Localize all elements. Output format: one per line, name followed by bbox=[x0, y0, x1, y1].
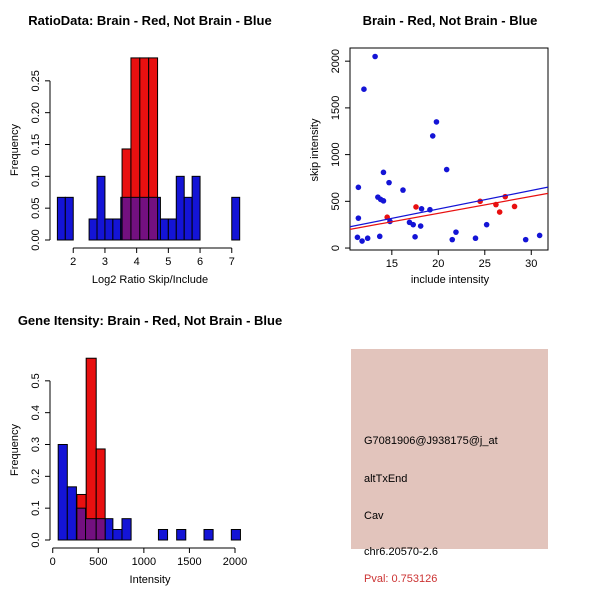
bars-overlap bbox=[122, 197, 158, 240]
scatter-xlabel: include intensity bbox=[410, 274, 490, 286]
x-tick-label: 15 bbox=[385, 258, 398, 270]
y-tick-label: 0.25 bbox=[30, 70, 42, 92]
y-tick-label: 0.1 bbox=[30, 500, 42, 516]
locus-text: chr6.20570-2.6 bbox=[364, 546, 438, 558]
y-tick-label: 0.15 bbox=[30, 133, 42, 156]
y-tick-label: 0.05 bbox=[30, 197, 42, 219]
pval-text: Pval: 0.753126 bbox=[364, 573, 438, 585]
y-tick-label: 0 bbox=[330, 244, 342, 252]
y-tick-label: 0.5 bbox=[30, 373, 42, 389]
x-tick-label: 1000 bbox=[131, 556, 157, 568]
scatter-ylabel: skip intensity bbox=[309, 118, 321, 182]
ratio-histogram-plot bbox=[0, 0, 300, 300]
y-tick-label: 1000 bbox=[330, 142, 342, 167]
gene-info-box bbox=[351, 349, 548, 585]
event-type-text: altTxEnd bbox=[364, 473, 408, 485]
ratio-histogram-title: RatioData: Brain - Red, Not Brain - Blue bbox=[28, 13, 272, 28]
ratio-histogram-ylabel: Frequency bbox=[9, 124, 21, 176]
x-axis bbox=[70, 248, 235, 268]
x-tick-label: 2 bbox=[70, 256, 77, 268]
x-axis bbox=[386, 250, 538, 270]
y-axis bbox=[30, 70, 50, 251]
gene-histogram-ylabel: Frequency bbox=[9, 424, 21, 476]
panel-intensity-scatter bbox=[300, 0, 600, 300]
y-tick-label: 1500 bbox=[330, 95, 342, 121]
plot-box bbox=[350, 48, 548, 250]
y-tick-label: 0.10 bbox=[30, 165, 42, 188]
panel-gene-intensity-histogram bbox=[0, 300, 300, 600]
x-tick-label: 500 bbox=[89, 556, 108, 568]
y-tick-label: 0.2 bbox=[30, 468, 42, 484]
x-tick-label: 1500 bbox=[177, 556, 202, 568]
x-tick-label: 30 bbox=[525, 258, 538, 270]
y-tick-label: 0.3 bbox=[30, 436, 42, 453]
probe-id-text: G7081906@J938175@j_at bbox=[364, 435, 498, 447]
y-tick-label: 2000 bbox=[330, 48, 342, 74]
gene-symbol-text: Cav bbox=[364, 510, 384, 522]
ratio-histogram-xlabel: Log2 Ratio Skip/Include bbox=[91, 274, 209, 286]
x-tick-label: 7 bbox=[228, 256, 235, 268]
points-not-brain bbox=[355, 54, 543, 244]
panel-info-box bbox=[300, 300, 600, 600]
x-tick-label: 4 bbox=[133, 256, 140, 268]
y-tick-label: 0.0 bbox=[30, 532, 42, 548]
gene-histogram-xlabel: Intensity bbox=[129, 574, 171, 586]
x-tick-label: 6 bbox=[196, 256, 204, 268]
gene-intensity-histogram-plot bbox=[0, 300, 300, 600]
y-tick-label: 0.00 bbox=[30, 229, 42, 251]
x-tick-label: 0 bbox=[49, 556, 56, 568]
x-tick-label: 2000 bbox=[222, 556, 248, 568]
y-axis bbox=[30, 373, 50, 547]
y-tick-label: 500 bbox=[330, 192, 342, 211]
x-axis bbox=[50, 548, 248, 568]
fit-line-fit-not-brain bbox=[350, 187, 548, 227]
gene-histogram-title: Gene Itensity: Brain - Red, Not Brain - Blue bbox=[17, 313, 283, 328]
scatter-title: Brain - Red, Not Brain - Blue bbox=[362, 13, 538, 28]
x-tick-label: 3 bbox=[101, 256, 109, 268]
x-tick-label: 25 bbox=[478, 258, 491, 270]
x-tick-label: 5 bbox=[165, 256, 172, 268]
x-tick-label: 20 bbox=[432, 258, 445, 270]
y-axis bbox=[330, 49, 350, 251]
panel-ratio-histogram bbox=[0, 0, 300, 300]
y-tick-label: 0.4 bbox=[30, 405, 42, 421]
intensity-scatter-plot bbox=[300, 0, 600, 300]
y-tick-label: 0.20 bbox=[30, 101, 42, 124]
